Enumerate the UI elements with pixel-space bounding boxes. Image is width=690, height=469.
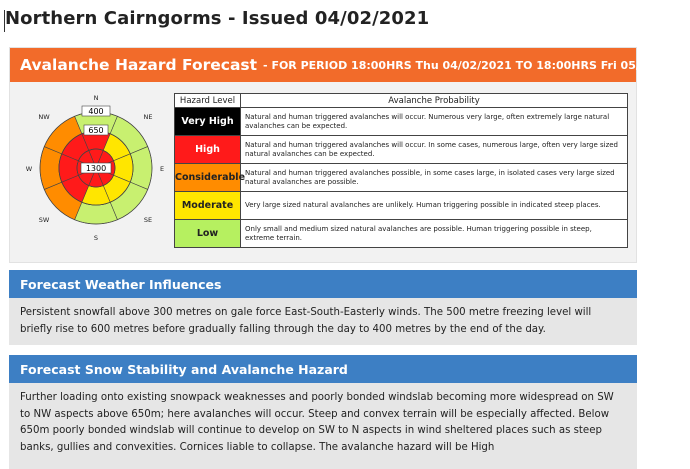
weather-influences-section [9, 270, 637, 345]
snow-stability-body: Further loading onto existing snowpack weaknesses and poorly bonded windslab becoming more widespread on SW to NW aspects above 650m; here avalanches will occur. Steep and convex terrain will be especially affected. Below 650m poorly bonded windslab will continue to develop on SW to N aspects in wind sheltered places such as steep banks, gullies and convexities. Cornices liable to collapse. The avalanche hazard will be High [20, 392, 614, 453]
header-hazard-level: Hazard Level [175, 94, 241, 108]
direction-sw: SW [38, 216, 50, 224]
avalanche-rose [22, 92, 170, 242]
snow-stability-title: Forecast Snow Stability and Avalanche Hazard [9, 355, 637, 383]
direction-e: E [159, 165, 165, 173]
forecast-panel [9, 47, 690, 263]
hazard-description-moderate: Very large sized natural avalanches are unlikely. Human triggering possible in indicated steep places. [241, 192, 628, 220]
hazard-row-moderate [175, 192, 628, 220]
direction-ne: NE [143, 113, 153, 121]
forecast-header [10, 48, 690, 82]
rose-sector-s-ring-0 [75, 202, 118, 224]
weather-influences-title: Forecast Weather Influences [9, 270, 637, 298]
weather-influences-body: Persistent snowfall above 300 metres on gale force East-South-Easterly winds. The 500 metre freezing level will briefly rise to 600 metres before gradually falling through the day to 400 metres by the end of the day. [20, 307, 592, 335]
hazard-description-considerable: Natural and human triggered avalanches possible, in some cases large, in isolated cases very large sized natural avalanches are possible. [241, 164, 628, 192]
hazard-row-low [175, 220, 628, 248]
hazard-level-high: High [175, 136, 241, 164]
hazard-description-very-high: Natural and human triggered avalanches will occur. Numerous very large, often extremely large natural avalanches can be expected. [241, 108, 628, 136]
hazard-description-low: Only small and medium sized natural avalanches are possible. Human triggering possible in steep, extreme terrain. [241, 220, 628, 248]
hazard-level-very-high: Very High [175, 108, 241, 136]
hazard-level-low: Low [175, 220, 241, 248]
snow-stability-section [9, 355, 637, 469]
hazard-row-high [175, 136, 628, 164]
direction-w: W [25, 165, 33, 173]
hazard-description-high: Natural and human triggered avalanches will occur. In some cases, numerous large, often very large sized natural avalanches can be expected. [241, 136, 628, 164]
altitude-label-650: 650 [88, 126, 104, 135]
hazard-level-moderate: Moderate [175, 192, 241, 220]
direction-nw: NW [38, 113, 50, 121]
direction-s: S [93, 234, 99, 242]
hazard-level-table [174, 93, 628, 248]
direction-n: N [93, 94, 99, 102]
altitude-label-400: 400 [88, 107, 104, 116]
forecast-period: - FOR PERIOD 18:00HRS Thu 04/02/2021 TO 18:00HRS Fri 05/02/2021 [263, 58, 690, 72]
altitude-label-1300: 1300 [85, 164, 107, 173]
forecast-title: Avalanche Hazard Forecast [20, 56, 258, 74]
hazard-level-considerable: Considerable [175, 164, 241, 192]
hazard-row-considerable [175, 164, 628, 192]
rose-sector-e-ring-0 [130, 147, 152, 190]
rose-sector-w-ring-0 [40, 147, 62, 190]
page-title: Northern Cairngorms - Issued 04/02/2021 [5, 8, 430, 29]
direction-se: SE [143, 216, 153, 224]
hazard-row-very-high [175, 108, 628, 136]
header-avalanche-probability: Avalanche Probability [241, 94, 628, 108]
